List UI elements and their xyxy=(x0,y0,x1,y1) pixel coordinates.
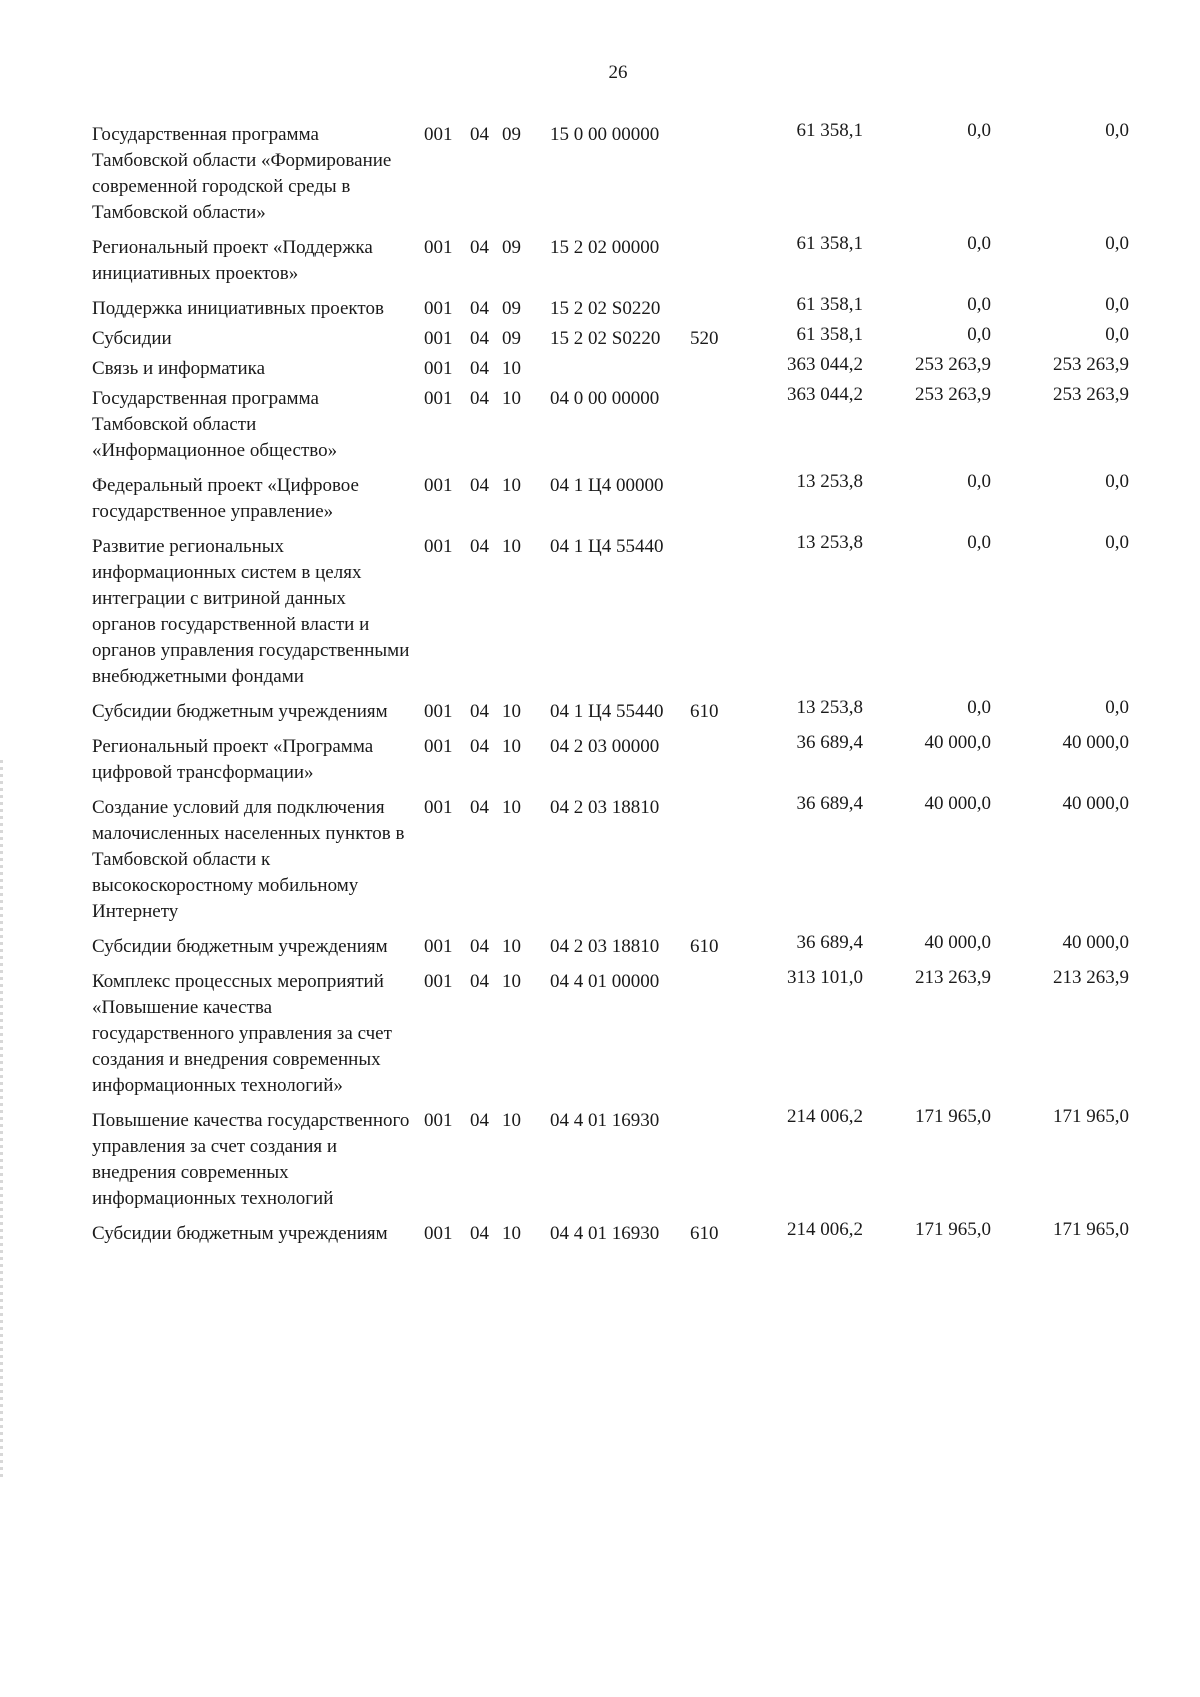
row-section-code: 04 xyxy=(470,388,489,409)
row-section-code: 04 xyxy=(470,1223,489,1244)
page-number: 26 xyxy=(608,62,628,83)
table-row xyxy=(92,326,1172,352)
row-amount-year-3: 40 000,0 xyxy=(1062,732,1129,753)
row-grbs-code: 001 xyxy=(424,536,453,557)
row-subsection-code: 10 xyxy=(502,736,521,757)
row-section-code: 04 xyxy=(470,536,489,557)
row-amount-year-1: 13 253,8 xyxy=(796,532,863,553)
row-amount-year-3: 0,0 xyxy=(1105,697,1129,718)
row-section-code: 04 xyxy=(470,1110,489,1131)
row-target-article-code: 15 2 02 00000 xyxy=(550,237,660,258)
row-section-code: 04 xyxy=(470,124,489,145)
table-row xyxy=(92,296,1172,322)
table-row xyxy=(92,795,1172,925)
row-grbs-code: 001 xyxy=(424,1223,453,1244)
row-amount-year-2: 0,0 xyxy=(967,697,991,718)
table-row xyxy=(92,1221,1172,1247)
row-amount-year-2: 0,0 xyxy=(967,120,991,141)
row-amount-year-2: 0,0 xyxy=(967,532,991,553)
row-name: Развитие региональных информационных систем в целях интеграции с витриной данных органов государственной власти и органов управления государственными внебюджетными фондами xyxy=(92,536,410,687)
row-subsection-code: 10 xyxy=(502,475,521,496)
row-section-code: 04 xyxy=(470,971,489,992)
row-name: Региональный проект «Поддержка инициативных проектов» xyxy=(92,237,373,284)
row-subsection-code: 10 xyxy=(502,388,521,409)
row-name: Поддержка инициативных проектов xyxy=(92,298,384,319)
row-target-article-code: 04 4 01 16930 xyxy=(550,1223,660,1244)
row-subsection-code: 10 xyxy=(502,797,521,818)
row-subsection-code: 09 xyxy=(502,328,521,349)
row-subsection-code: 10 xyxy=(502,971,521,992)
row-name: Федеральный проект «Цифровое государственное управление» xyxy=(92,475,359,522)
table-row xyxy=(92,235,1172,287)
row-amount-year-2: 171 965,0 xyxy=(915,1106,991,1127)
row-amount-year-1: 36 689,4 xyxy=(796,732,863,753)
scan-edge-artifact xyxy=(0,760,3,1480)
row-target-article-code: 04 4 01 00000 xyxy=(550,971,660,992)
row-amount-year-3: 40 000,0 xyxy=(1062,932,1129,953)
row-subsection-code: 10 xyxy=(502,1110,521,1131)
row-name: Субсидии бюджетным учреждениям xyxy=(92,936,388,957)
table-row xyxy=(92,356,1172,382)
row-name: Региональный проект «Программа цифровой трансформации» xyxy=(92,736,374,783)
row-amount-year-1: 214 006,2 xyxy=(787,1106,863,1127)
row-amount-year-1: 61 358,1 xyxy=(796,120,863,141)
row-name: Комплекс процессных мероприятий «Повышение качества государственного управления за счет создания и внедрения современных информационных технологий» xyxy=(92,971,392,1096)
row-amount-year-2: 253 263,9 xyxy=(915,384,991,405)
row-amount-year-2: 171 965,0 xyxy=(915,1219,991,1240)
row-section-code: 04 xyxy=(470,701,489,722)
row-amount-year-3: 253 263,9 xyxy=(1053,354,1129,375)
row-grbs-code: 001 xyxy=(424,328,453,349)
row-subsection-code: 10 xyxy=(502,358,521,379)
row-amount-year-3: 0,0 xyxy=(1105,324,1129,345)
table-row xyxy=(92,386,1172,464)
row-amount-year-1: 13 253,8 xyxy=(796,697,863,718)
row-name: Государственная программа Тамбовской области «Информационное общество» xyxy=(92,388,338,461)
row-section-code: 04 xyxy=(470,797,489,818)
row-amount-year-3: 0,0 xyxy=(1105,233,1129,254)
row-amount-year-3: 0,0 xyxy=(1105,532,1129,553)
table-row xyxy=(92,699,1172,725)
row-subsection-code: 09 xyxy=(502,298,521,319)
row-target-article-code: 04 1 Ц4 55440 xyxy=(550,536,664,557)
row-amount-year-2: 40 000,0 xyxy=(924,732,991,753)
row-amount-year-2: 0,0 xyxy=(967,324,991,345)
row-amount-year-1: 214 006,2 xyxy=(787,1219,863,1240)
row-subsection-code: 10 xyxy=(502,536,521,557)
row-grbs-code: 001 xyxy=(424,358,453,379)
table-row xyxy=(92,122,1172,226)
row-section-code: 04 xyxy=(470,475,489,496)
row-amount-year-1: 36 689,4 xyxy=(796,932,863,953)
row-subsection-code: 10 xyxy=(502,1223,521,1244)
row-section-code: 04 xyxy=(470,736,489,757)
row-name: Субсидии бюджетным учреждениям xyxy=(92,701,388,722)
row-section-code: 04 xyxy=(470,328,489,349)
row-expense-type-code: 610 xyxy=(690,1223,719,1244)
row-grbs-code: 001 xyxy=(424,797,453,818)
row-amount-year-1: 13 253,8 xyxy=(796,471,863,492)
row-amount-year-1: 313 101,0 xyxy=(787,967,863,988)
row-amount-year-3: 40 000,0 xyxy=(1062,793,1129,814)
row-grbs-code: 001 xyxy=(424,475,453,496)
row-target-article-code: 15 0 00 00000 xyxy=(550,124,660,145)
row-amount-year-2: 40 000,0 xyxy=(924,932,991,953)
row-target-article-code: 04 1 Ц4 55440 xyxy=(550,701,664,722)
row-grbs-code: 001 xyxy=(424,936,453,957)
row-amount-year-3: 253 263,9 xyxy=(1053,384,1129,405)
row-grbs-code: 001 xyxy=(424,388,453,409)
row-amount-year-3: 171 965,0 xyxy=(1053,1219,1129,1240)
row-grbs-code: 001 xyxy=(424,736,453,757)
row-amount-year-1: 61 358,1 xyxy=(796,294,863,315)
row-section-code: 04 xyxy=(470,298,489,319)
row-amount-year-2: 40 000,0 xyxy=(924,793,991,814)
row-name: Создание условий для подключения малочисленных населенных пунктов в Тамбовской области к высокоскоростному мобильному Интернету xyxy=(92,797,405,922)
row-section-code: 04 xyxy=(470,358,489,379)
row-amount-year-3: 0,0 xyxy=(1105,120,1129,141)
row-amount-year-2: 213 263,9 xyxy=(915,967,991,988)
row-amount-year-1: 61 358,1 xyxy=(796,233,863,254)
row-subsection-code: 10 xyxy=(502,701,521,722)
table-row xyxy=(92,534,1172,690)
row-amount-year-3: 213 263,9 xyxy=(1053,967,1129,988)
row-amount-year-3: 171 965,0 xyxy=(1053,1106,1129,1127)
row-grbs-code: 001 xyxy=(424,124,453,145)
row-grbs-code: 001 xyxy=(424,971,453,992)
row-name: Субсидии бюджетным учреждениям xyxy=(92,1223,388,1244)
table-row xyxy=(92,734,1172,786)
row-amount-year-1: 363 044,2 xyxy=(787,354,863,375)
row-target-article-code: 04 2 03 18810 xyxy=(550,797,660,818)
row-section-code: 04 xyxy=(470,936,489,957)
row-amount-year-3: 0,0 xyxy=(1105,471,1129,492)
row-amount-year-2: 0,0 xyxy=(967,471,991,492)
row-amount-year-1: 363 044,2 xyxy=(787,384,863,405)
row-amount-year-2: 0,0 xyxy=(967,233,991,254)
table-row xyxy=(92,934,1172,960)
row-name: Государственная программа Тамбовской области «Формирование современной городской среды в Тамбовской области» xyxy=(92,124,392,223)
row-name: Связь и информатика xyxy=(92,358,266,379)
row-amount-year-3: 0,0 xyxy=(1105,294,1129,315)
row-amount-year-2: 253 263,9 xyxy=(915,354,991,375)
row-amount-year-1: 61 358,1 xyxy=(796,324,863,345)
row-target-article-code: 04 4 01 16930 xyxy=(550,1110,660,1131)
row-target-article-code: 04 1 Ц4 00000 xyxy=(550,475,664,496)
row-target-article-code: 15 2 02 S0220 xyxy=(550,298,661,319)
row-expense-type-code: 610 xyxy=(690,701,719,722)
row-grbs-code: 001 xyxy=(424,298,453,319)
budget-table xyxy=(92,122,1172,1256)
row-amount-year-2: 0,0 xyxy=(967,294,991,315)
row-target-article-code: 04 0 00 00000 xyxy=(550,388,660,409)
row-grbs-code: 001 xyxy=(424,701,453,722)
row-section-code: 04 xyxy=(470,237,489,258)
row-expense-type-code: 610 xyxy=(690,936,719,957)
row-grbs-code: 001 xyxy=(424,237,453,258)
row-name: Субсидии xyxy=(92,328,172,349)
row-amount-year-1: 36 689,4 xyxy=(796,793,863,814)
row-name: Повышение качества государственного управления за счет создания и внедрения современных информационных технологий xyxy=(92,1110,410,1209)
row-target-article-code: 04 2 03 00000 xyxy=(550,736,660,757)
row-target-article-code: 04 2 03 18810 xyxy=(550,936,660,957)
table-row xyxy=(92,1108,1172,1212)
row-grbs-code: 001 xyxy=(424,1110,453,1131)
row-subsection-code: 09 xyxy=(502,237,521,258)
row-expense-type-code: 520 xyxy=(690,328,719,349)
row-subsection-code: 10 xyxy=(502,936,521,957)
table-row xyxy=(92,473,1172,525)
row-target-article-code: 15 2 02 S0220 xyxy=(550,328,661,349)
row-subsection-code: 09 xyxy=(502,124,521,145)
table-row xyxy=(92,969,1172,1099)
